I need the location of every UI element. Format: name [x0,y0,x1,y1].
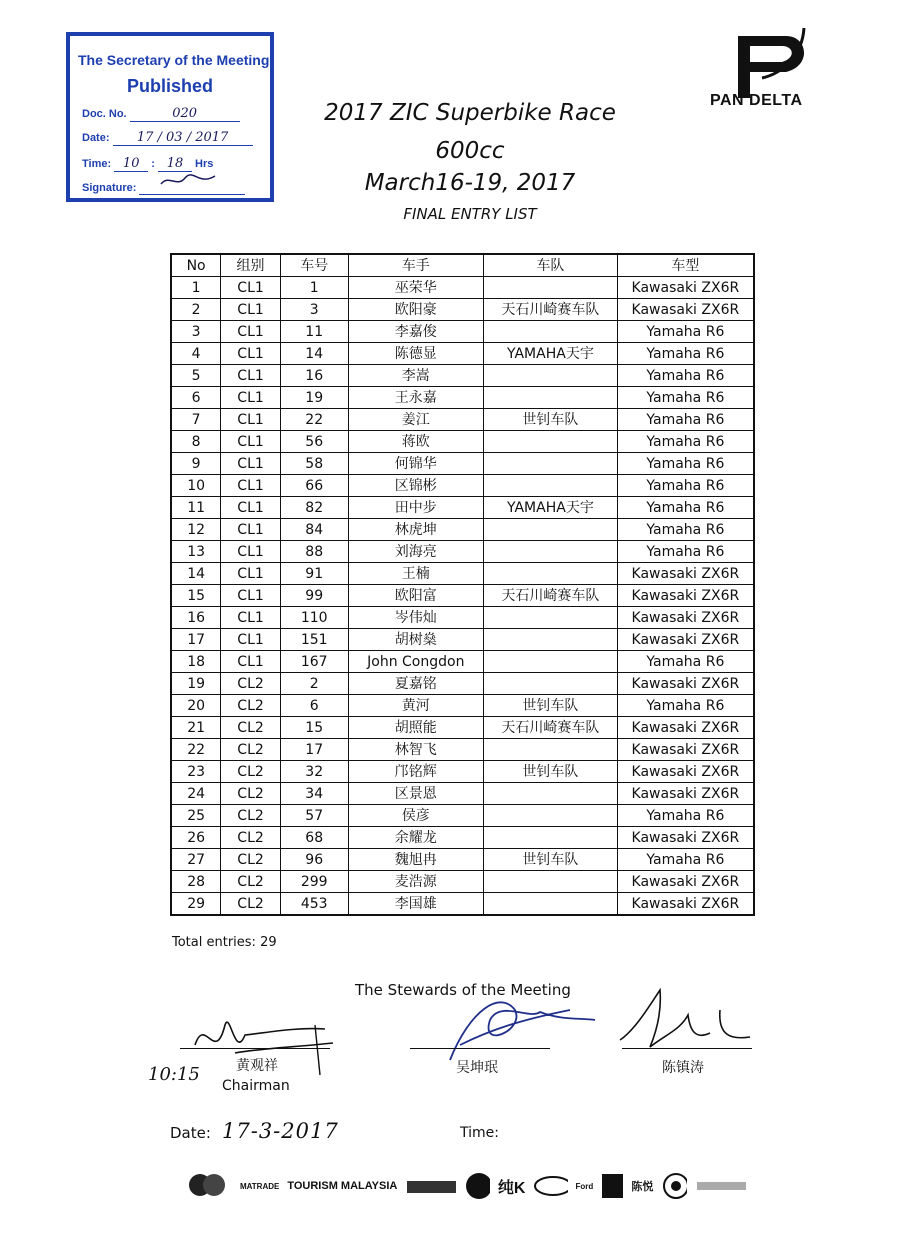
table-row [171,871,754,893]
cell-no: 18 [171,651,221,673]
cell-group: CL1 [221,519,281,541]
cell-number: 19 [280,387,348,409]
cell-group: CL2 [221,849,281,871]
cell-no: 1 [171,277,221,299]
cell-team [484,805,618,827]
cell-no: 13 [171,541,221,563]
stamp-status: Published [126,76,213,96]
cell-number: 91 [280,563,348,585]
cell-rider: 刘海亮 [348,541,484,563]
cell-team [484,651,618,673]
cell-number: 16 [280,365,348,387]
cell-model: Kawasaki ZX6R [617,299,754,321]
cell-model: Yamaha R6 [617,453,754,475]
header-number: 车号 [280,254,348,277]
cell-group: CL2 [221,695,281,717]
cell-group: CL1 [221,431,281,453]
cell-number: 3 [280,299,348,321]
cell-team [484,387,618,409]
cell-number: 66 [280,475,348,497]
cell-team [484,629,618,651]
cell-group: CL1 [221,387,281,409]
emblem-logo-icon [661,1171,687,1201]
cell-no: 21 [171,717,221,739]
cell-number: 11 [280,321,348,343]
cell-group: CL2 [221,871,281,893]
cell-no: 22 [171,739,221,761]
cell-group: CL1 [221,365,281,387]
cell-group: CL1 [221,563,281,585]
cell-group: CL2 [221,673,281,695]
cell-team [484,365,618,387]
cell-no: 5 [171,365,221,387]
cell-number: 88 [280,541,348,563]
cell-rider: 李国雄 [348,893,484,916]
cell-no: 24 [171,783,221,805]
cell-rider: 王永嘉 [348,387,484,409]
handwritten-time: 10:15 [148,1064,200,1085]
cell-rider: 胡树燊 [348,629,484,651]
sponsor-chen-yue: 陈悦 [631,1181,654,1193]
cell-model: Yamaha R6 [617,431,754,453]
cell-number: 82 [280,497,348,519]
table-row [171,761,754,783]
cell-no: 4 [171,343,221,365]
cell-number: 17 [280,739,348,761]
cell-model: Kawasaki ZX6R [617,629,754,651]
table-row [171,387,754,409]
cell-rider: 何锦华 [348,453,484,475]
secretary-stamp [66,32,274,202]
title-list: FINAL ENTRY LIST [403,205,537,223]
sponsor-matrade: MATRADE [239,1181,280,1191]
cell-no: 11 [171,497,221,519]
cell-rider: 李嘉俊 [348,321,484,343]
black-square-logo-icon [601,1173,623,1199]
cell-no: 28 [171,871,221,893]
cell-number: 15 [280,717,348,739]
table-row [171,805,754,827]
cell-team [484,739,618,761]
cell-model: Yamaha R6 [617,519,754,541]
table-row [171,585,754,607]
sponsor-strip [186,1166,746,1206]
cell-team [484,871,618,893]
table-row [171,299,754,321]
cell-group: CL1 [221,277,281,299]
cell-model: Kawasaki ZX6R [617,893,754,916]
cell-no: 15 [171,585,221,607]
cell-number: 84 [280,519,348,541]
header-model: 车型 [617,254,754,277]
brand-name: PAN DELTA [710,92,803,109]
cell-number: 56 [280,431,348,453]
faded-sponsor-logo-icon [695,1176,746,1196]
cell-number: 96 [280,849,348,871]
cell-group: CL2 [221,805,281,827]
cell-rider: 林虎坤 [348,519,484,541]
cell-no: 10 [171,475,221,497]
stamp-time-hour: 10 [114,156,148,172]
table-row [171,849,754,871]
cell-no: 3 [171,321,221,343]
table-row [171,739,754,761]
cell-rider: John Congdon [348,651,484,673]
cell-no: 29 [171,893,221,916]
sponsor-tourism-malaysia: TOURISM MALAYSIA [287,1180,398,1192]
cell-model: Yamaha R6 [617,497,754,519]
table-header-row [171,254,754,277]
table-row [171,717,754,739]
cell-rider: 巫荣华 [348,277,484,299]
steward3-name: 陈镇涛 [662,1060,704,1076]
table-row [171,453,754,475]
cell-group: CL1 [221,651,281,673]
cell-group: CL1 [221,585,281,607]
stamp-signature-row [82,182,245,195]
header-team: 车队 [484,254,618,277]
cell-no: 25 [171,805,221,827]
cell-number: 32 [280,761,348,783]
cell-model: Yamaha R6 [617,475,754,497]
cell-no: 20 [171,695,221,717]
steward3-signature [610,985,760,1065]
cell-team: 天石川崎赛车队 [484,717,618,739]
cell-model: Yamaha R6 [617,541,754,563]
sponsor-chun-k: 纯K [497,1179,526,1197]
sponsor-ford: Ford [575,1181,594,1191]
cell-no: 14 [171,563,221,585]
cell-model: Kawasaki ZX6R [617,717,754,739]
total-entries: Total entries: 29 [172,935,277,950]
cell-group: CL1 [221,607,281,629]
cell-team: YAMAHA天宇 [484,497,618,519]
cell-rider: 欧阳豪 [348,299,484,321]
header-rider: 车手 [348,254,484,277]
table-row [171,409,754,431]
cell-group: CL1 [221,629,281,651]
table-row [171,827,754,849]
steward1-name: 黄观祥 [236,1058,278,1074]
cell-rider: 黄河 [348,695,484,717]
sponsor-logo-graphic-icon [405,1173,456,1199]
stamp-date-value: 17 / 03 / 2017 [113,130,253,146]
cell-rider: 魏旭冉 [348,849,484,871]
cell-group: CL2 [221,717,281,739]
table-row [171,343,754,365]
cell-rider: 田中步 [348,497,484,519]
cell-team [484,475,618,497]
table-row [171,541,754,563]
cell-model: Kawasaki ZX6R [617,827,754,849]
cell-model: Yamaha R6 [617,343,754,365]
cell-number: 299 [280,871,348,893]
cell-team: YAMAHA天宇 [484,343,618,365]
stamp-time-minute: 18 [158,156,192,172]
cell-group: CL1 [221,475,281,497]
cell-model: Kawasaki ZX6R [617,585,754,607]
cell-number: 2 [280,673,348,695]
cell-team [484,277,618,299]
stamp-doc-value: 020 [130,106,240,122]
table-row [171,893,754,916]
stamp-time-unit: Hrs [195,158,214,170]
table-row [171,431,754,453]
cell-number: 167 [280,651,348,673]
cell-team: 世钊车队 [484,849,618,871]
stamp-signature [139,182,245,195]
table-row [171,629,754,651]
date-label: Date: [170,1124,211,1142]
cell-group: CL2 [221,783,281,805]
cell-model: Yamaha R6 [617,365,754,387]
matrade-logo-icon [186,1171,232,1201]
cell-team: 天石川崎赛车队 [484,585,618,607]
cell-no: 23 [171,761,221,783]
date-value: 17-3-2017 [222,1119,339,1143]
cell-no: 19 [171,673,221,695]
cell-rider: 陈德显 [348,343,484,365]
cell-model: Yamaha R6 [617,387,754,409]
stamp-heading: The Secretary of the Meeting [78,52,270,68]
cell-team [484,519,618,541]
cell-number: 453 [280,893,348,916]
title-event: 2017 ZIC Superbike Race [324,100,616,126]
cell-team [484,431,618,453]
table-row [171,607,754,629]
cell-no: 2 [171,299,221,321]
table-row [171,321,754,343]
cell-team [484,563,618,585]
steward1-role: Chairman [222,1078,290,1094]
header-group: 组别 [221,254,281,277]
cell-number: 1 [280,277,348,299]
table-row [171,519,754,541]
cell-group: CL2 [221,761,281,783]
cell-rider: 麦浩源 [348,871,484,893]
title-dates: March16-19, 2017 [364,170,576,196]
stamp-signature-label: Signature: [82,182,137,194]
table-row [171,365,754,387]
cell-model: Kawasaki ZX6R [617,563,754,585]
cell-team: 世钊车队 [484,409,618,431]
stamp-doc-row [82,106,240,122]
cell-model: Kawasaki ZX6R [617,761,754,783]
cell-model: Kawasaki ZX6R [617,277,754,299]
cell-team [484,827,618,849]
cell-no: 17 [171,629,221,651]
cell-number: 57 [280,805,348,827]
stamp-date-row [82,130,253,146]
cell-rider: 胡照能 [348,717,484,739]
cell-team [484,453,618,475]
cell-group: CL1 [221,453,281,475]
cell-team [484,321,618,343]
steward2-name: 吴坤珉 [456,1060,498,1076]
table-row [171,277,754,299]
header-no: No [171,254,221,277]
table-row [171,475,754,497]
cell-no: 6 [171,387,221,409]
cell-no: 12 [171,519,221,541]
entry-table [170,253,755,916]
cell-number: 68 [280,827,348,849]
cell-rider: 区锦彬 [348,475,484,497]
cell-group: CL1 [221,343,281,365]
cell-rider: 岑伟灿 [348,607,484,629]
steward3-line [622,1048,752,1049]
cell-group: CL2 [221,893,281,916]
table-row [171,783,754,805]
cell-number: 6 [280,695,348,717]
cell-number: 99 [280,585,348,607]
cell-group: CL2 [221,827,281,849]
stamp-time-row: Time: 10 : 18 Hrs [82,156,214,171]
cell-team [484,673,618,695]
cell-number: 14 [280,343,348,365]
cell-rider: 区景恩 [348,783,484,805]
cell-no: 8 [171,431,221,453]
cell-number: 110 [280,607,348,629]
cell-model: Yamaha R6 [617,651,754,673]
cell-number: 151 [280,629,348,651]
cell-rider: 余耀龙 [348,827,484,849]
stamp-date-label: Date: [82,132,110,144]
cell-model: Kawasaki ZX6R [617,871,754,893]
cell-group: CL1 [221,541,281,563]
cell-model: Kawasaki ZX6R [617,783,754,805]
cell-team: 世钊车队 [484,761,618,783]
cell-team [484,893,618,916]
cell-number: 58 [280,453,348,475]
sponsor-round-logo-icon [464,1171,490,1201]
cell-rider: 李嵩 [348,365,484,387]
table-row [171,695,754,717]
cell-team: 天石川崎赛车队 [484,299,618,321]
steward2-line [410,1048,550,1049]
stewards-heading: The Stewards of the Meeting [355,981,571,999]
cell-no: 7 [171,409,221,431]
cell-team [484,541,618,563]
cell-no: 16 [171,607,221,629]
stamp-doc-label: Doc. No. [82,108,127,120]
cell-team [484,607,618,629]
steward2-signature [420,990,600,1075]
steward1-line [180,1048,330,1049]
cell-rider: 邝铭辉 [348,761,484,783]
cell-team: 世钊车队 [484,695,618,717]
cell-group: CL1 [221,497,281,519]
cell-rider: 林智飞 [348,739,484,761]
cell-rider: 王楠 [348,563,484,585]
cell-model: Yamaha R6 [617,695,754,717]
cell-model: Yamaha R6 [617,321,754,343]
stamp-time-label: Time: [82,158,112,170]
cell-no: 27 [171,849,221,871]
cell-model: Yamaha R6 [617,805,754,827]
cell-number: 22 [280,409,348,431]
cell-model: Yamaha R6 [617,849,754,871]
cell-no: 9 [171,453,221,475]
cell-group: CL1 [221,409,281,431]
title-class: 600cc [435,138,505,164]
cell-model: Kawasaki ZX6R [617,607,754,629]
table-row [171,497,754,519]
cell-rider: 欧阳富 [348,585,484,607]
cell-model: Kawasaki ZX6R [617,739,754,761]
cell-group: CL1 [221,299,281,321]
cell-rider: 夏嘉铭 [348,673,484,695]
cell-rider: 姜江 [348,409,484,431]
table-row [171,563,754,585]
cell-group: CL1 [221,321,281,343]
ford-logo-icon [533,1174,567,1198]
cell-no: 26 [171,827,221,849]
cell-rider: 蒋欧 [348,431,484,453]
cell-group: CL2 [221,739,281,761]
stamp-signature-scribble [159,172,219,190]
cell-number: 34 [280,783,348,805]
cell-model: Kawasaki ZX6R [617,673,754,695]
cell-rider: 侯彦 [348,805,484,827]
cell-model: Yamaha R6 [617,409,754,431]
time-label: Time: [460,1125,499,1141]
table-row [171,651,754,673]
table-row [171,673,754,695]
cell-team [484,783,618,805]
